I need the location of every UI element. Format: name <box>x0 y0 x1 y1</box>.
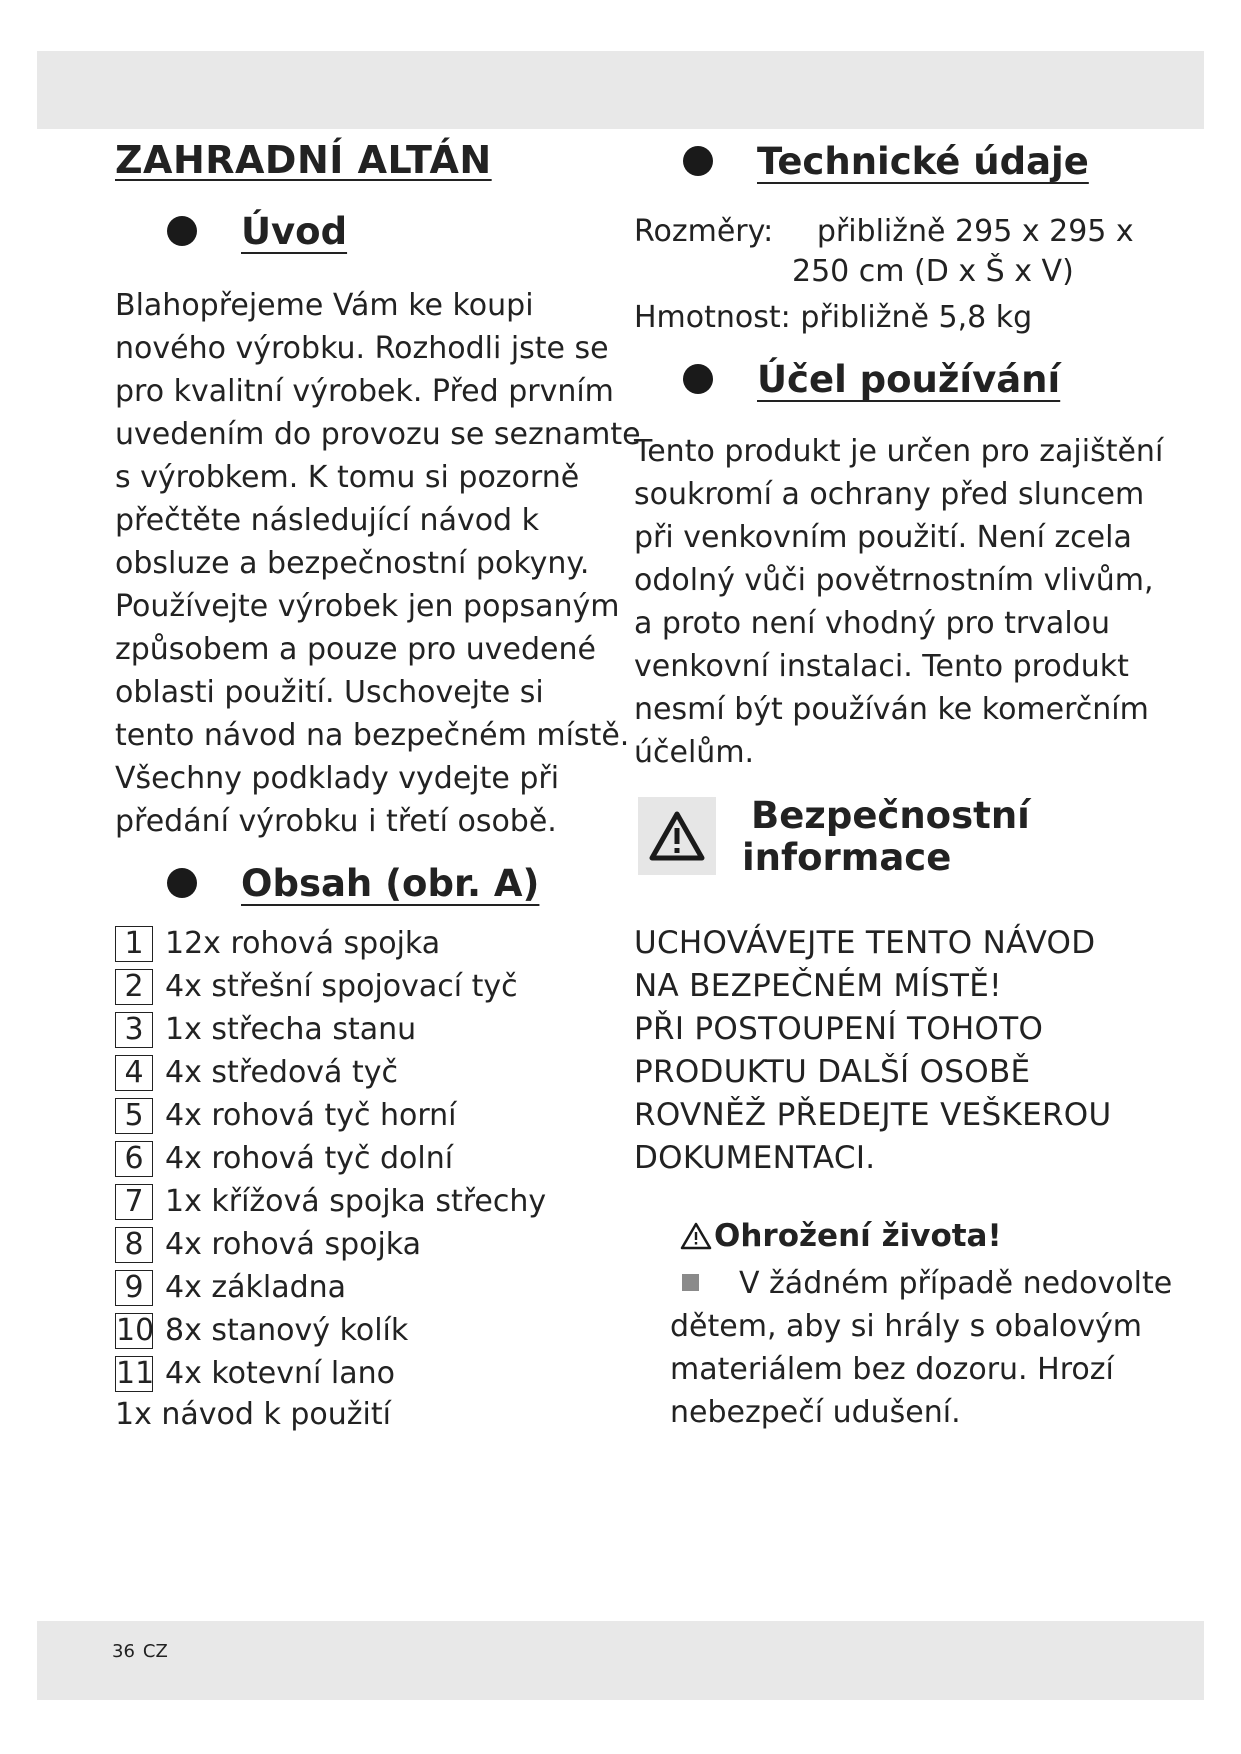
weight-value: přibližně 5,8 kg <box>800 300 1033 335</box>
warning-triangle-icon <box>648 810 706 862</box>
safety-notice-line: DOKUMENTACI. <box>634 1140 876 1176</box>
item-number: 4 <box>115 1055 153 1091</box>
bullet-dot-icon <box>683 146 713 176</box>
dimensions-value-2: 250 cm (D x Š x V) <box>792 254 1074 289</box>
dimensions-value: přibližně 295 x 295 x <box>816 214 1134 249</box>
page-number: 36 <box>112 1641 135 1662</box>
item-number: 7 <box>115 1184 153 1220</box>
item-text: 4x rohová tyč horní <box>165 1098 457 1133</box>
intro-line: předání výrobku i třetí osobě. <box>115 804 557 839</box>
item-text: 1x střecha stanu <box>165 1012 417 1047</box>
intro-line: Používejte výrobek jen popsaným <box>115 589 620 624</box>
page-title: ZAHRADNÍ ALTÁN <box>115 138 492 182</box>
item-text: 1x křížová spojka střechy <box>165 1184 547 1219</box>
purpose-line: účelům. <box>634 735 755 770</box>
item-number: 10 <box>116 1312 155 1348</box>
danger-heading <box>680 1218 1002 1254</box>
list-item <box>115 1180 546 1223</box>
weight-row <box>634 298 1032 338</box>
safety-heading-line1: Bezpečnostní <box>751 794 1030 837</box>
list-item <box>115 965 546 1008</box>
purpose-line: soukromí a ochrany před sluncem <box>634 477 1145 512</box>
item-text: 4x kotevní lano <box>165 1356 395 1391</box>
danger-paragraph <box>670 1262 1172 1434</box>
item-text: 4x rohová spojka <box>165 1227 422 1262</box>
warning-tile <box>638 797 716 875</box>
page-footer <box>112 1641 168 1662</box>
purpose-line: odolný vůči povětrnostním vlivům, <box>634 563 1154 598</box>
danger-line: materiálem bez dozoru. Hrozí <box>670 1352 1114 1387</box>
intro-line: přečtěte následující návod k <box>115 503 540 538</box>
list-item <box>115 1137 546 1180</box>
item-number: 3 <box>115 1012 153 1048</box>
header-band <box>37 51 1204 129</box>
safety-notice-line: UCHOVÁVEJTE TENTO NÁVOD <box>634 925 1096 961</box>
footer-band <box>37 1621 1204 1700</box>
item-number: 1 <box>115 926 153 962</box>
purpose-paragraph <box>634 430 1163 774</box>
item-text: 4x základna <box>165 1270 347 1305</box>
list-item <box>115 1223 546 1266</box>
list-item <box>115 1266 546 1309</box>
purpose-heading-text: Účel používání <box>757 358 1061 401</box>
contents-list <box>115 922 546 1395</box>
bullet-dot-icon <box>167 868 197 898</box>
danger-line-text: V žádném případě nedovolte <box>739 1266 1173 1301</box>
safety-notice-line: NA BEZPEČNÉM MÍSTĚ! <box>634 968 1002 1004</box>
list-item <box>115 1352 546 1395</box>
safety-heading-line2: informace <box>742 836 952 879</box>
intro-heading <box>167 210 347 253</box>
purpose-line: nesmí být používán ke komerčním <box>634 692 1149 727</box>
item-number: 9 <box>115 1270 153 1306</box>
list-item <box>115 1008 546 1051</box>
bullet-dot-icon <box>167 216 197 246</box>
list-item <box>115 1309 546 1352</box>
dimensions-label: Rozměry: <box>634 214 774 249</box>
language-code: CZ <box>142 1641 168 1662</box>
intro-line: tento návod na bezpečném místě. <box>115 718 630 753</box>
purpose-line: venkovní instalaci. Tento produkt <box>634 649 1129 684</box>
intro-line: způsobem a pouze pro uvedené <box>115 632 596 667</box>
weight-label: Hmotnost: <box>634 300 791 335</box>
item-number: 8 <box>115 1227 153 1263</box>
safety-heading <box>742 795 1030 879</box>
item-number: 5 <box>115 1098 153 1134</box>
item-text: 4x středová tyč <box>165 1055 398 1090</box>
intro-heading-text: Úvod <box>241 210 348 253</box>
purpose-line: Tento produkt je určen pro zajištění <box>634 434 1164 469</box>
safety-notice <box>634 922 1111 1180</box>
safety-notice-line: PRODUKTU DALŠÍ OSOBĚ <box>634 1054 1031 1090</box>
item-number: 2 <box>115 969 153 1005</box>
technical-heading <box>683 140 1089 183</box>
square-bullet-icon <box>682 1274 699 1291</box>
danger-heading-text: Ohrožení života! <box>714 1218 1002 1254</box>
technical-heading-text: Technické údaje <box>757 140 1089 183</box>
purpose-line: při venkovním použití. Není zcela <box>634 520 1132 555</box>
item-text: 8x stanový kolík <box>165 1313 409 1348</box>
intro-line: nového výrobku. Rozhodli jste se <box>115 331 609 366</box>
bullet-dot-icon <box>683 364 713 394</box>
danger-line <box>670 1262 1172 1305</box>
intro-line: s výrobkem. K tomu si pozorně <box>115 460 580 495</box>
safety-notice-line: ROVNĚŽ PŘEDEJTE VEŠKEROU <box>634 1097 1112 1133</box>
list-item <box>115 1051 546 1094</box>
intro-line: Blahopřejeme Vám ke koupi <box>115 288 534 323</box>
list-item <box>115 1094 546 1137</box>
contents-heading <box>167 862 539 905</box>
intro-paragraph <box>115 284 641 843</box>
intro-line: uvedením do provozu se seznamte <box>115 417 641 452</box>
intro-line: Všechny podklady vydejte při <box>115 761 560 796</box>
contents-extra: 1x návod k použití <box>115 1397 391 1432</box>
purpose-line: a proto není vhodný pro trvalou <box>634 606 1111 641</box>
dimensions-row <box>634 212 1134 252</box>
intro-line: oblasti použití. Uschovejte si <box>115 675 544 710</box>
danger-line: nebezpečí udušení. <box>670 1395 961 1430</box>
dimensions-row-2 <box>792 252 1074 292</box>
danger-line: dětem, aby si hrály s obalovým <box>670 1309 1142 1344</box>
contents-heading-text: Obsah (obr. A) <box>241 862 540 905</box>
purpose-heading <box>683 358 1060 401</box>
item-text: 4x střešní spojovací tyč <box>165 969 518 1004</box>
intro-line: obsluze a bezpečnostní pokyny. <box>115 546 590 581</box>
safety-notice-line: PŘI POSTOUPENÍ TOHOTO <box>634 1011 1044 1047</box>
item-number: 6 <box>115 1141 153 1177</box>
intro-line: pro kvalitní výrobek. Před prvním <box>115 374 614 409</box>
item-number: 11 <box>116 1355 155 1391</box>
list-item <box>115 922 546 965</box>
warning-triangle-icon <box>680 1222 712 1250</box>
item-text: 4x rohová tyč dolní <box>165 1141 454 1176</box>
item-text: 12x rohová spojka <box>165 926 441 961</box>
